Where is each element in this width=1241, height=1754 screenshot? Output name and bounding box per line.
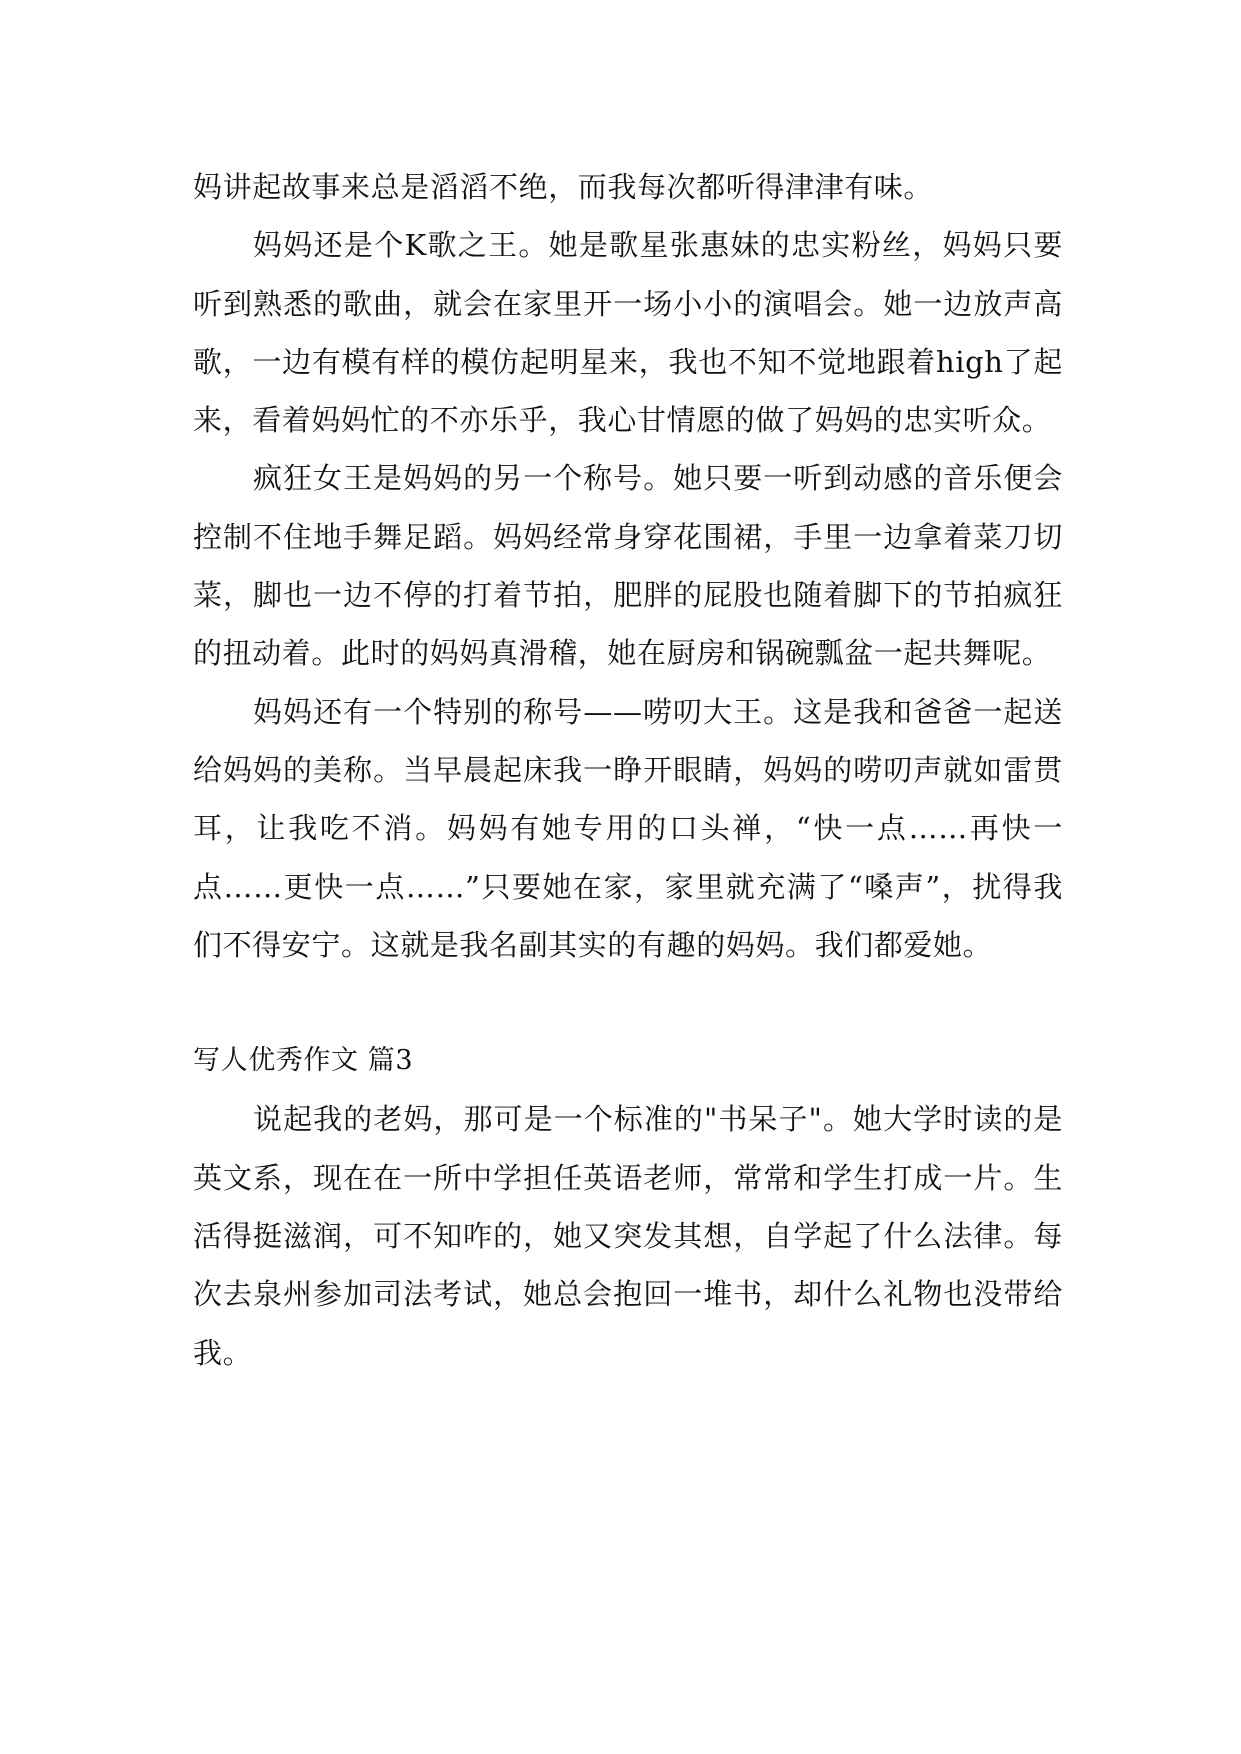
paragraph-k-song-queen: 妈妈还是个K歌之王。她是歌星张惠妹的忠实粉丝，妈妈只要听到熟悉的歌曲，就会在家里开一场小小的演唱会。她一边放声高歌，一边有模有样的模仿起明星来，我也不知不觉地跟着high了起来，看着妈妈忙的不亦乐乎，我心甘情愿的做了妈妈的忠实听众。 bbox=[193, 228, 1063, 438]
paragraph-bookworm-mom: 说起我的老妈，那可是一个标准的"书呆子"。她大学时读的是英文系，现在在一所中学担任英语老师，常常和学生打成一片。生活得挺滋润，可不知咋的，她又突发其想，自学起了什么法律。每次去泉州参加司法考试，她总会抱回一堆书，却什么礼物也没带给我。 bbox=[193, 1102, 1063, 1370]
paragraph-crazy-queen: 疯狂女王是妈妈的另一个称号。她只要一听到动感的音乐便会控制不住地手舞足蹈。妈妈经常身穿花围裙，手里一边拿着菜刀切菜，脚也一边不停的打着节拍，肥胖的屁股也随着脚下的节拍疯狂的扭动着。此时的妈妈真滑稽，她在厨房和锅碗瓢盆一起共舞呢。 bbox=[193, 461, 1063, 671]
paragraph-continuation: 妈讲起故事来总是滔滔不绝，而我每次都听得津津有味。 bbox=[193, 170, 934, 204]
document-body bbox=[193, 158, 1063, 1382]
paragraph-nagging-king: 妈妈还有一个特别的称号——唠叨大王。这是我和爸爸一起送给妈妈的美称。当早晨起床我一睁开眼睛，妈妈的唠叨声就如雷贯耳，让我吃不消。妈妈有她专用的口头禅，“快一点……再快一点……更快一点……”只要她在家，家里就充满了“嗓声”，扰得我们不得安宁。这就是我名副其实的有趣的妈妈。我们都爱她。 bbox=[193, 694, 1063, 962]
section-heading: 写人优秀作文 篇3 bbox=[193, 1045, 414, 1077]
